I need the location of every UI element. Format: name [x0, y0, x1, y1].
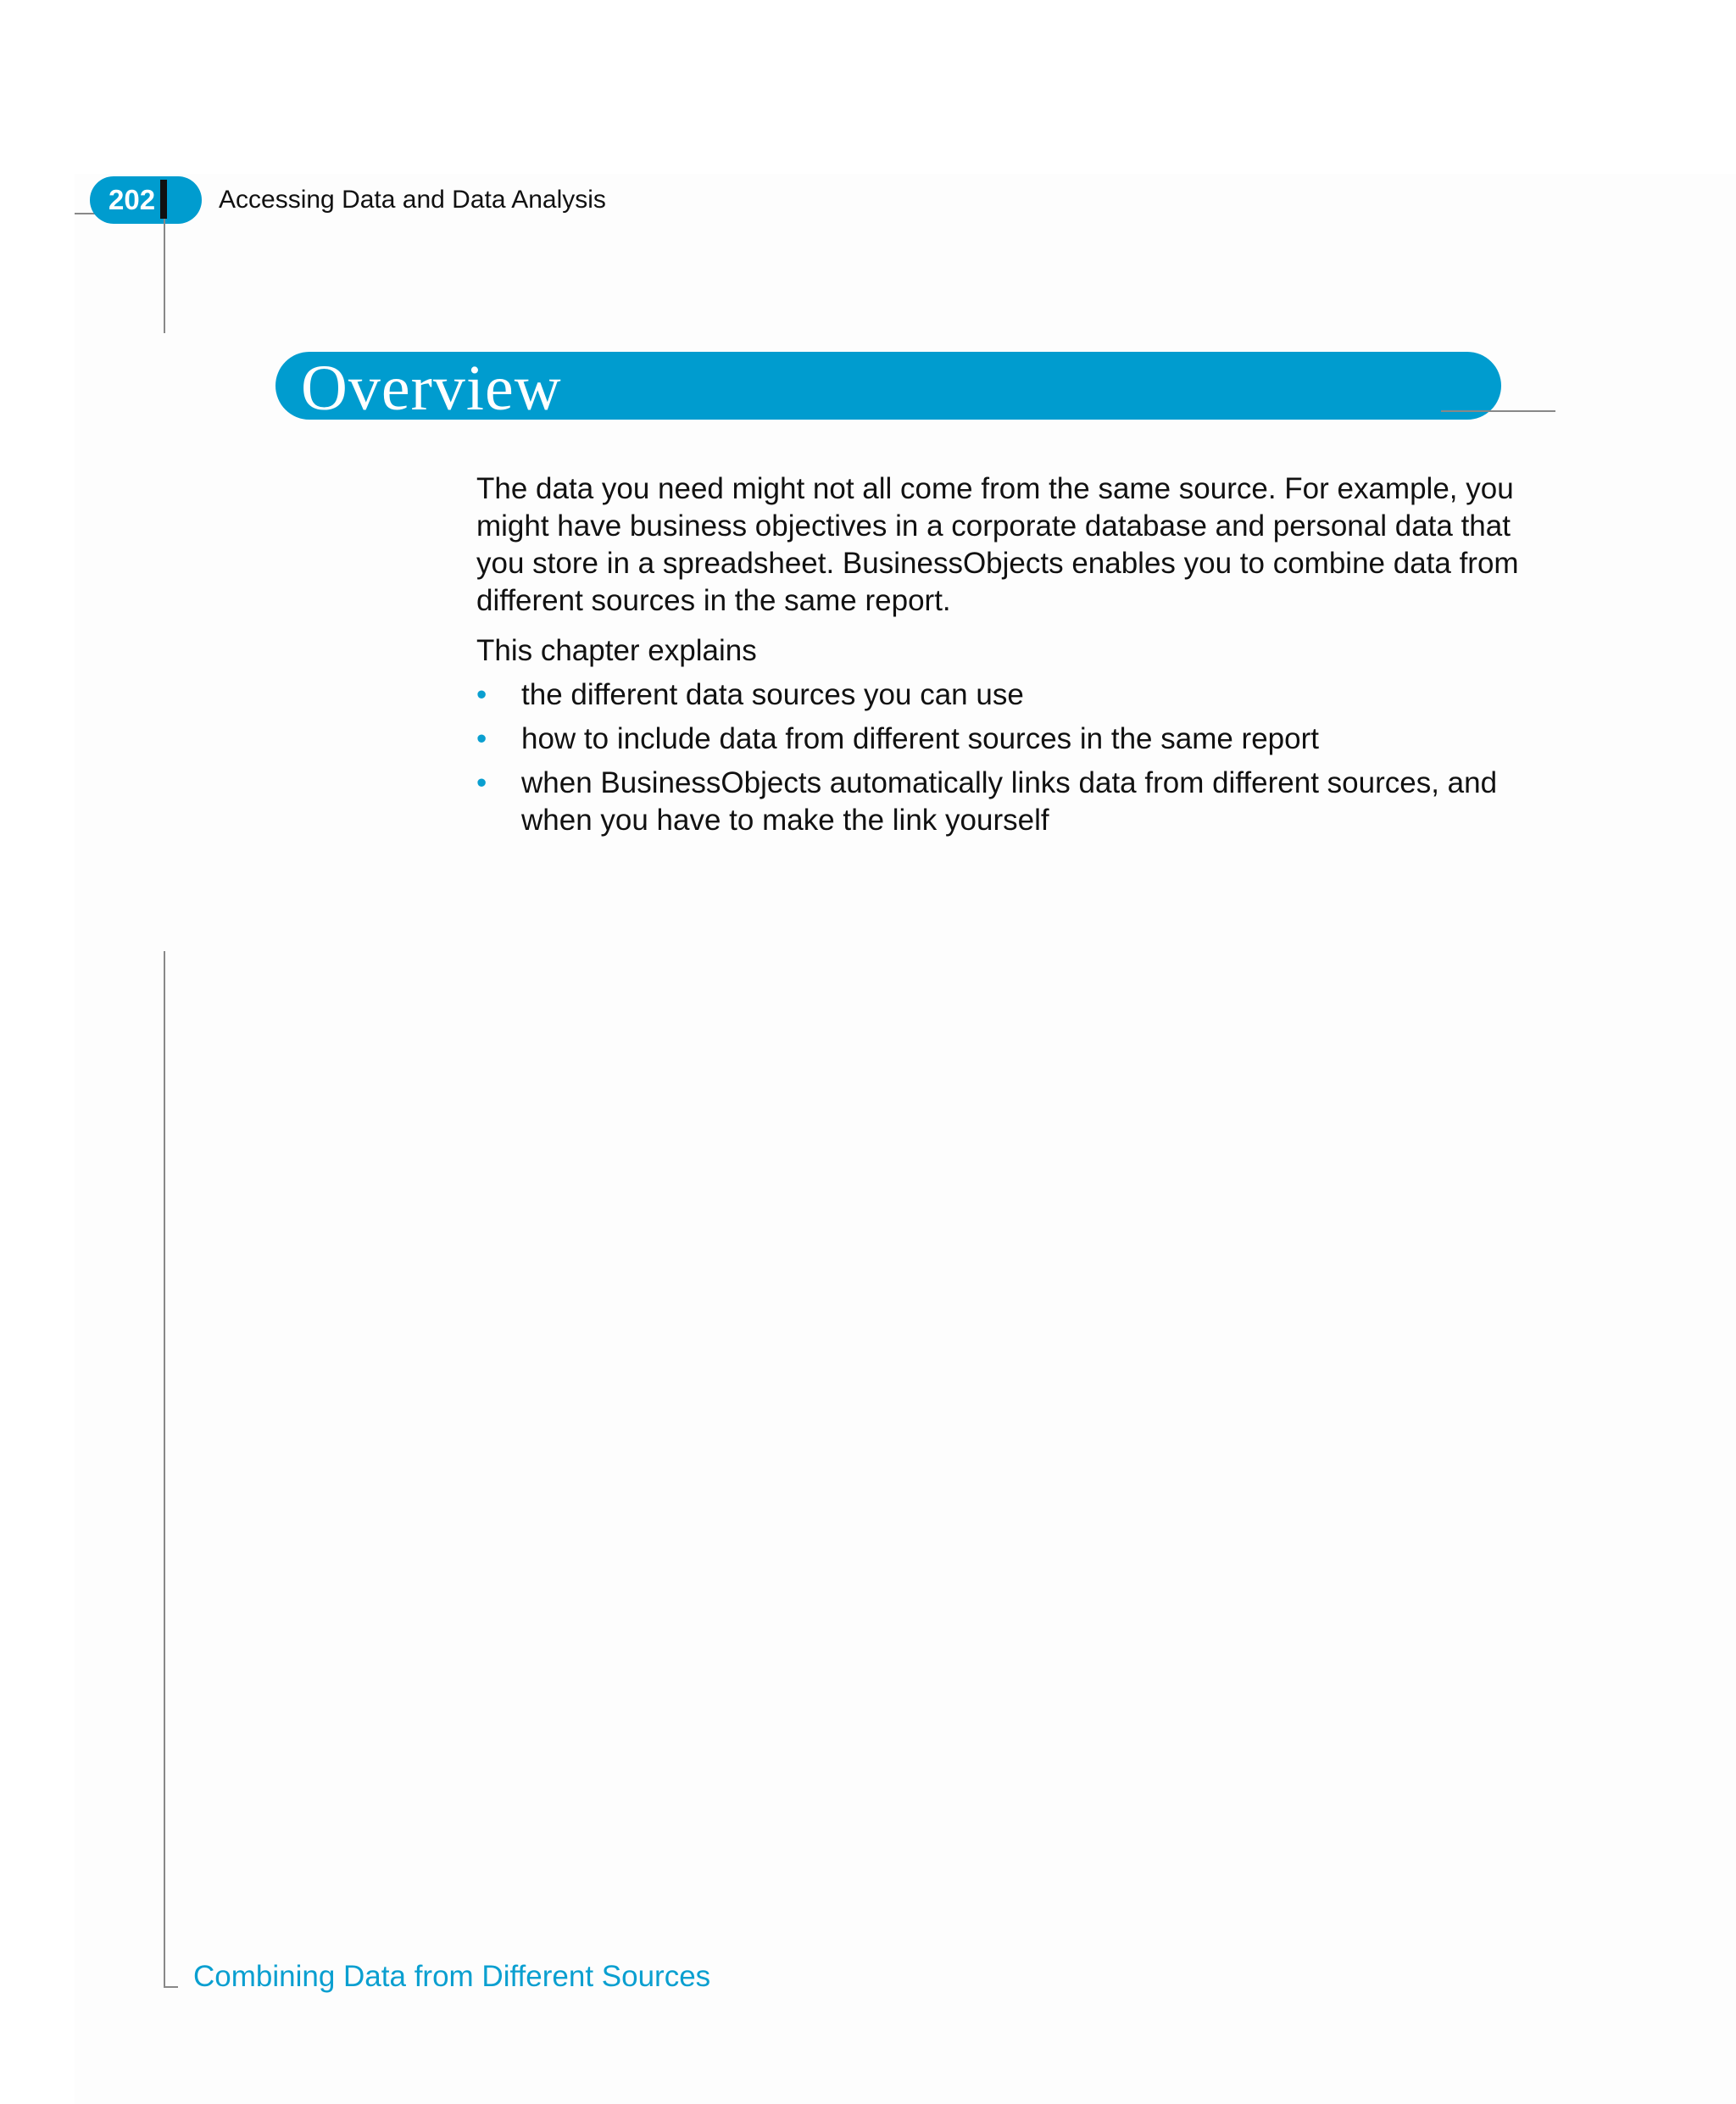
bullet-list	[476, 676, 1555, 846]
list-item-text: when BusinessObjects automatically links data from different sources, and when you have to make the link yourself	[521, 766, 1498, 837]
bullet-icon: •	[476, 766, 487, 799]
bullet-icon: •	[476, 722, 487, 755]
list-item	[476, 765, 1555, 839]
page-background	[75, 174, 1736, 2104]
running-head: Accessing Data and Data Analysis	[219, 186, 606, 214]
margin-rule-top	[164, 219, 165, 333]
list-item-text: the different data sources you can use	[521, 678, 1024, 711]
list-item	[476, 721, 1555, 758]
lead-in-paragraph: This chapter explains	[476, 634, 757, 667]
banner-rule	[1441, 410, 1555, 412]
section-title: Overview	[301, 353, 562, 424]
intro-paragraph: The data you need might not all come from the same source. For example, you might have business objectives in a corporate database and personal data that you store in a spreadsheet. BusinessObjects enables you to combine data from different sources in the same report.	[476, 472, 1519, 617]
list-item	[476, 676, 1555, 714]
margin-rule-bottom	[164, 951, 165, 1988]
page-number-marker	[160, 180, 167, 219]
bullet-icon: •	[476, 678, 487, 711]
page-number: 202	[108, 184, 156, 215]
margin-rule-hook	[164, 1986, 178, 1988]
footer-chapter-title: Combining Data from Different Sources	[193, 1960, 711, 1993]
list-item-text: how to include data from different sources in the same report	[521, 722, 1319, 755]
